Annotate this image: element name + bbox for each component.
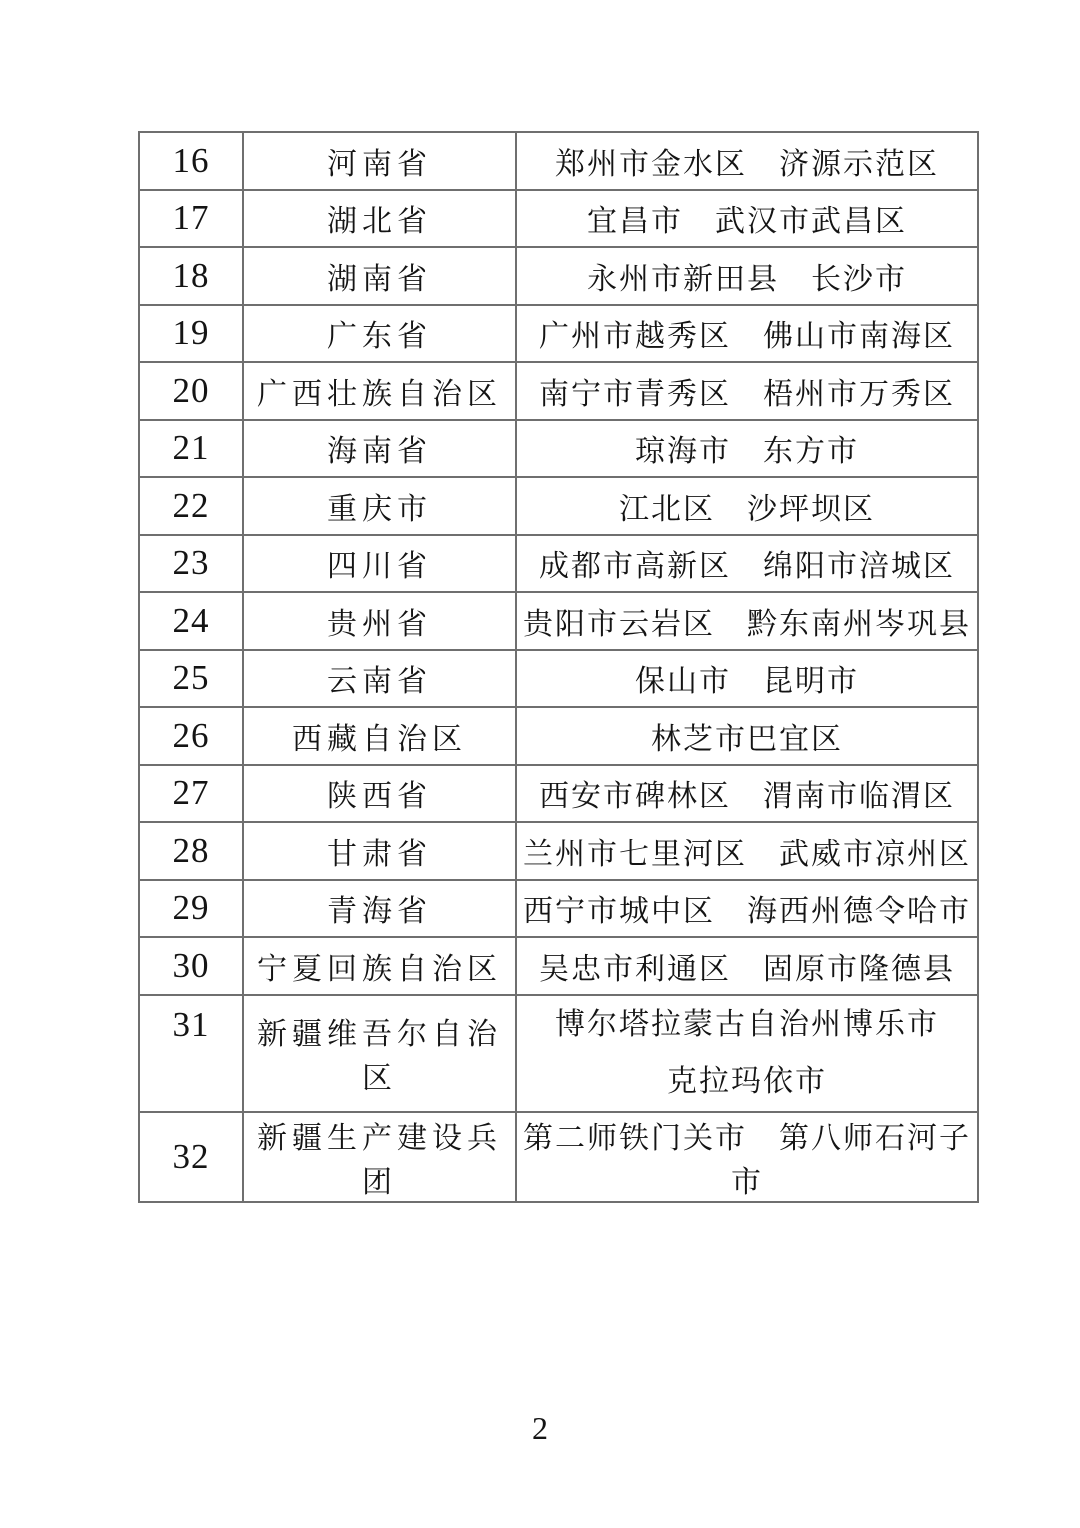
- table-row: [139, 1112, 978, 1202]
- row-number-cell: 18: [139, 247, 243, 305]
- cities-cell: 吴忠市利通区 固原市隆德县: [516, 937, 978, 995]
- province-cell: 湖北省: [243, 190, 516, 248]
- table-row: [139, 247, 978, 305]
- table-row: [139, 305, 978, 363]
- table-row: [139, 937, 978, 995]
- row-number-cell: 29: [139, 880, 243, 938]
- province-cell: 云南省: [243, 650, 516, 708]
- row-number-cell: 31: [139, 995, 243, 1112]
- table-row: [139, 707, 978, 765]
- table-row: [139, 822, 978, 880]
- row-number-cell: 28: [139, 822, 243, 880]
- cities-cell: 成都市高新区 绵阳市涪城区: [516, 535, 978, 593]
- row-number-cell: 23: [139, 535, 243, 593]
- cities-cell: 南宁市青秀区 梧州市万秀区: [516, 362, 978, 420]
- province-cell: 陕西省: [243, 765, 516, 823]
- cities-cell: 第二师铁门关市 第八师石河子市: [516, 1112, 978, 1202]
- cities-cell: 林芝市巴宜区: [516, 707, 978, 765]
- row-number-cell: 19: [139, 305, 243, 363]
- table-row: [139, 420, 978, 478]
- row-number-cell: 27: [139, 765, 243, 823]
- row-number-cell: 22: [139, 477, 243, 535]
- cities-line-2: 克拉玛依市: [667, 1065, 827, 1098]
- table-row: [139, 880, 978, 938]
- row-number-cell: 26: [139, 707, 243, 765]
- cities-cell: 兰州市七里河区 武威市凉州区: [516, 822, 978, 880]
- row-number-cell: 17: [139, 190, 243, 248]
- cities-cell: 西安市碑林区 渭南市临渭区: [516, 765, 978, 823]
- row-number-cell: 21: [139, 420, 243, 478]
- row-number-cell: 16: [139, 132, 243, 190]
- province-cell: 重庆市: [243, 477, 516, 535]
- cities-cell: 保山市 昆明市: [516, 650, 978, 708]
- cities-cell: 宜昌市 武汉市武昌区: [516, 190, 978, 248]
- province-cell: 海南省: [243, 420, 516, 478]
- province-cell: 广东省: [243, 305, 516, 363]
- row-number-cell: 30: [139, 937, 243, 995]
- table-row: [139, 765, 978, 823]
- page-number: 2: [532, 1410, 548, 1446]
- province-cell: 广西壮族自治区: [243, 362, 516, 420]
- cities-cell: 西宁市城中区 海西州德令哈市: [516, 880, 978, 938]
- cities-cell: 琼海市 东方市: [516, 420, 978, 478]
- province-cell: 四川省: [243, 535, 516, 593]
- region-table: [138, 131, 979, 1203]
- province-cell: 甘肃省: [243, 822, 516, 880]
- cities-cell: 永州市新田县 长沙市: [516, 247, 978, 305]
- table-row: [139, 132, 978, 190]
- cities-line-1: 博尔塔拉蒙古自治州博乐市: [555, 1007, 939, 1041]
- province-cell: 新疆维吾尔自治区: [243, 995, 516, 1112]
- province-cell: 新疆生产建设兵团: [243, 1112, 516, 1202]
- region-table-container: [138, 131, 979, 1203]
- table-row: [139, 995, 978, 1112]
- table-row: [139, 650, 978, 708]
- province-cell: 宁夏回族自治区: [243, 937, 516, 995]
- cities-cell: 广州市越秀区 佛山市南海区: [516, 305, 978, 363]
- province-cell: 贵州省: [243, 592, 516, 650]
- table-row: [139, 477, 978, 535]
- table-row: [139, 362, 978, 420]
- cities-cell: [516, 995, 978, 1112]
- table-row: [139, 592, 978, 650]
- province-cell: 青海省: [243, 880, 516, 938]
- cities-cell: 贵阳市云岩区 黔东南州岑巩县: [516, 592, 978, 650]
- row-number-cell: 32: [139, 1112, 243, 1202]
- row-number-cell: 25: [139, 650, 243, 708]
- cities-cell: 江北区 沙坪坝区: [516, 477, 978, 535]
- cities-cell: 郑州市金水区 济源示范区: [516, 132, 978, 190]
- row-number-cell: 20: [139, 362, 243, 420]
- row-number-cell: 24: [139, 592, 243, 650]
- table-row: [139, 535, 978, 593]
- province-cell: 西藏自治区: [243, 707, 516, 765]
- table-row: [139, 190, 978, 248]
- province-cell: 湖南省: [243, 247, 516, 305]
- province-cell: 河南省: [243, 132, 516, 190]
